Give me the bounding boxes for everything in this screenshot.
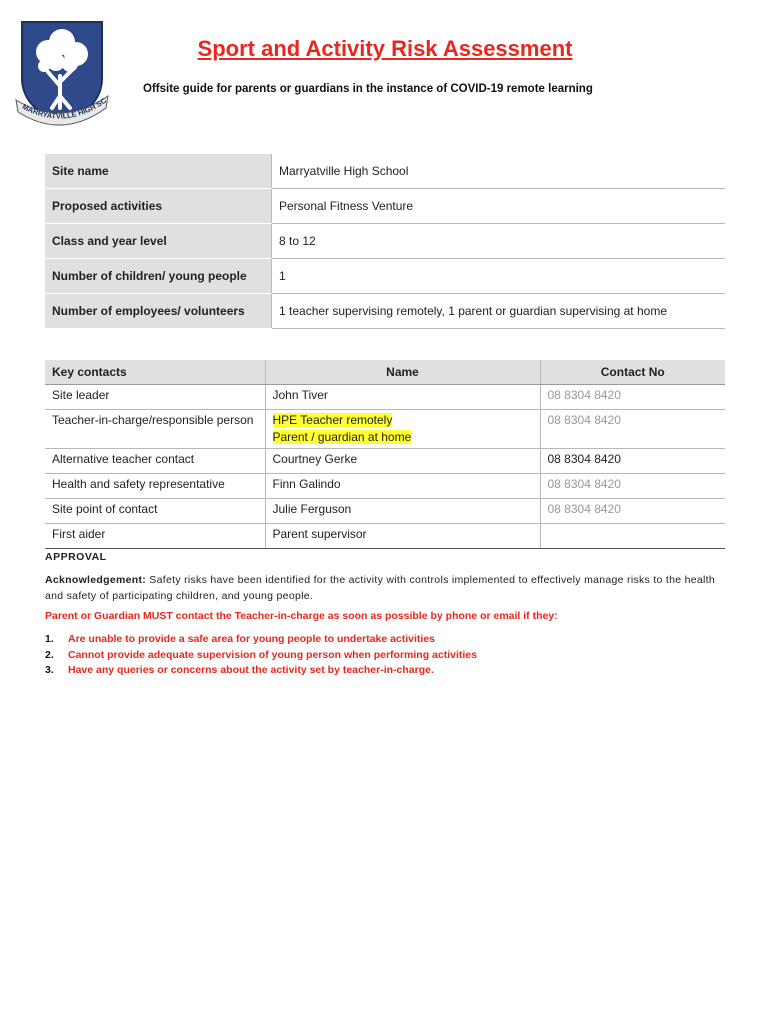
contact-name bbox=[265, 410, 540, 449]
table-row bbox=[45, 259, 725, 294]
contact-name: Finn Galindo bbox=[265, 474, 540, 499]
activities-value: Personal Fitness Venture bbox=[272, 189, 726, 224]
contact-role: Teacher-in-charge/responsible person bbox=[45, 410, 265, 449]
table-row bbox=[45, 189, 725, 224]
guardian-conditions-list bbox=[45, 632, 477, 679]
list-item: 3. Have any queries or concerns about the activity set by teacher-in-charge. bbox=[45, 664, 434, 676]
contact-role: First aider bbox=[45, 524, 265, 549]
children-count-label: Number of children/ young people bbox=[45, 259, 272, 294]
school-logo bbox=[14, 16, 110, 132]
highlighted-name-secondary: Parent / guardian at home bbox=[272, 430, 412, 444]
table-row bbox=[45, 294, 725, 329]
acknowledgement-text bbox=[45, 573, 725, 604]
contact-name: Julie Ferguson bbox=[265, 499, 540, 524]
contact-phone: 08 8304 8420 bbox=[540, 474, 725, 499]
class-level-value: 8 to 12 bbox=[272, 224, 726, 259]
table-row bbox=[45, 449, 725, 474]
guardian-warning: Parent or Guardian MUST contact the Teacher-in-charge as soon as possible by phone or email if they: bbox=[45, 610, 558, 622]
key-contacts-table bbox=[45, 360, 725, 549]
contact-role: Alternative teacher contact bbox=[45, 449, 265, 474]
children-count-value: 1 bbox=[272, 259, 726, 294]
table-row bbox=[45, 224, 725, 259]
employees-value: 1 teacher supervising remotely, 1 parent or guardian supervising at home bbox=[272, 294, 726, 329]
table-row bbox=[45, 410, 725, 449]
site-details-table bbox=[45, 154, 725, 329]
logo-text: MARRYATVILLE HIGH SC bbox=[20, 95, 109, 121]
contact-role: Site leader bbox=[45, 385, 265, 410]
acknowledgement-body: Safety risks have been identified for the activity with controls implemented to effectively manage risks to the health and safety of participating children, and young people. bbox=[45, 574, 716, 602]
contact-no-header: Contact No bbox=[540, 360, 725, 385]
key-contacts-header: Key contacts bbox=[45, 360, 265, 385]
highlighted-name: HPE Teacher remotely bbox=[272, 413, 393, 427]
contact-role: Health and safety representative bbox=[45, 474, 265, 499]
acknowledgement-label: Acknowledgement: bbox=[45, 574, 147, 586]
contact-name: Parent supervisor bbox=[265, 524, 540, 549]
contact-phone: 08 8304 8420 bbox=[540, 410, 725, 449]
list-item: 1. Are unable to provide a safe area for young people to undertake activities bbox=[45, 633, 436, 645]
contact-phone: 08 8304 8420 bbox=[540, 499, 725, 524]
contact-name: Courtney Gerke bbox=[265, 449, 540, 474]
table-row bbox=[45, 524, 725, 549]
table-row bbox=[45, 154, 725, 189]
contact-name: John Tiver bbox=[265, 385, 540, 410]
contact-role: Site point of contact bbox=[45, 499, 265, 524]
class-level-label: Class and year level bbox=[45, 224, 272, 259]
activities-label: Proposed activities bbox=[45, 189, 272, 224]
table-row bbox=[45, 385, 725, 410]
list-item: 2. Cannot provide adequate supervision of young person when performing activities bbox=[45, 648, 477, 661]
page-title: Sport and Activity Risk Assessment bbox=[197, 36, 573, 61]
table-header-row bbox=[45, 360, 725, 385]
table-row bbox=[45, 499, 725, 524]
site-value: Marryatville High School bbox=[272, 154, 726, 189]
page-subtitle: Offsite guide for parents or guardians in the instance of COVID-19 remote learning bbox=[143, 83, 593, 95]
approval-heading: APPROVAL bbox=[45, 551, 107, 563]
contact-phone: 08 8304 8420 bbox=[540, 449, 725, 474]
site-label: Site name bbox=[45, 154, 272, 189]
employees-label: Number of employees/ volunteers bbox=[45, 294, 272, 329]
table-row bbox=[45, 474, 725, 499]
name-header: Name bbox=[265, 360, 540, 385]
contact-phone: 08 8304 8420 bbox=[540, 385, 725, 410]
contact-phone bbox=[540, 524, 725, 549]
